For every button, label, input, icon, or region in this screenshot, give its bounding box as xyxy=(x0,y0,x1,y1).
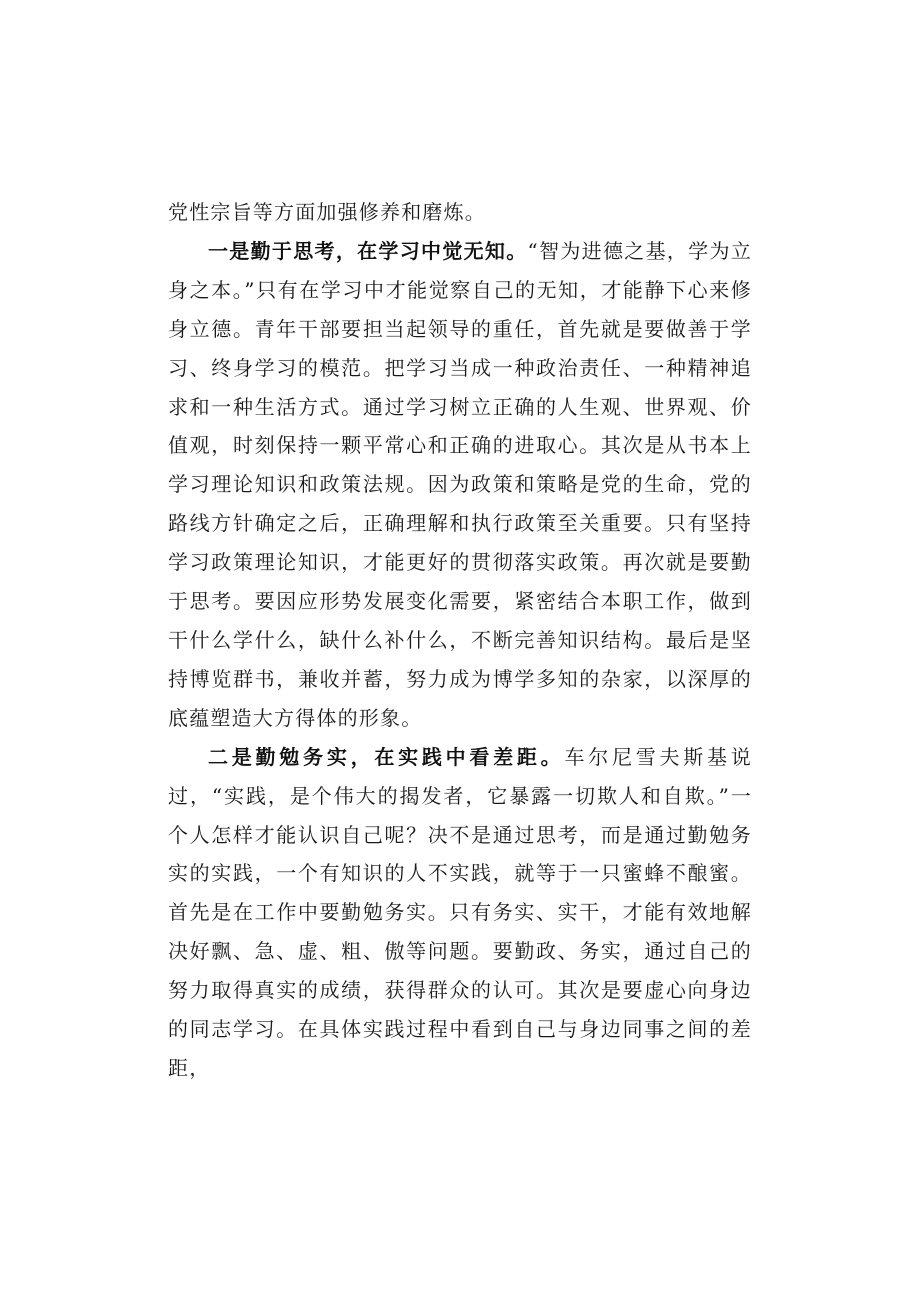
paragraph-continuation xyxy=(168,193,752,232)
paragraph-practice xyxy=(168,738,752,1088)
paragraph-heading: 二是勤勉务实，在实践中看差距。 xyxy=(208,744,565,769)
paragraph-text: 党性宗旨等方面加强修养和磨炼。 xyxy=(168,200,486,224)
document-body xyxy=(168,193,752,1088)
paragraph-heading: 一是勤于思考，在学习中觉无知。 xyxy=(208,238,528,263)
paragraph-study xyxy=(168,232,752,738)
paragraph-text: “智为进德之基，学为立身之本。”只有在学习中才能觉察自己的无知，才能静下心来修身立德。青年干部要担当起领导的重任，首先就是要做善于学习、终身学习的模范。把学习当成一种政治责任、一种精神追求和一种生活方式。通过学习树立正确的人生观、世界观、价值观，时刻保持一颗平常心和正确的进取心。其次是从书本上学习理论知识和政策法规。因为政策和策略是党的生命，党的路线方针确定之后，正确理解和执行政策至关重要。只有坚持学习政策理论知识，才能更好的贯彻落实政策。再次就是要勤于思考。要因应形势发展变化需要，紧密结合本职工作，做到干什么学什么，缺什么补什么，不断完善知识结构。最后是坚持博览群书，兼收并蓄，努力成为博学多知的杂家，以深厚的底蕴塑造大方得体的形象。 xyxy=(168,238,752,730)
paragraph-text: 车尔尼雪夫斯基说过，“实践，是个伟大的揭发者，它暴露一切欺人和自欺。”一个人怎样才能认识自己呢？决不是通过思考，而是通过勤勉务实的实践，一个有知识的人不实践，就等于一只蜜蜂不酿蜜。首先是在工作中要勤勉务实。只有务实、实干，才能有效地解决好飘、急、虚、粗、傲等问题。要勤政、务实，通过自己的努力取得真实的成绩，获得群众的认可。其次是要虚心向身边的同志学习。在具体实践过程中看到自己与身边同事之间的差距， xyxy=(168,744,752,1080)
